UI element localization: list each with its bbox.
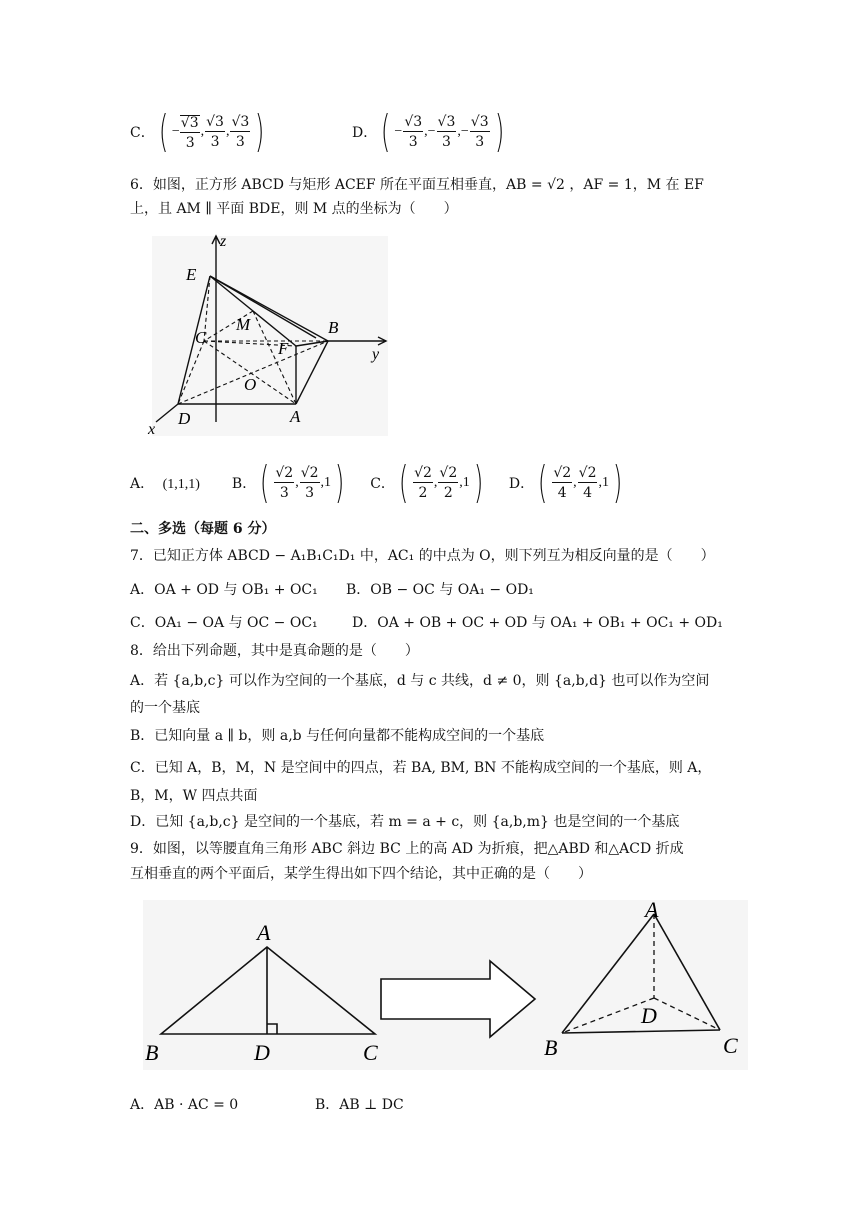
q6-option-d-letter: D．	[508, 476, 535, 492]
pyramid-label-D: D	[641, 1003, 657, 1028]
q6-stem-line2: 上，且 AM ∥ 平面 BDE，则 M 点的坐标为（ ）	[130, 201, 458, 217]
q5-d-sep-1: ,−	[424, 124, 436, 139]
q7-option-d: D．OA + OB + OC + OD 与 OA₁ + OB₁ + OC₁ + OD₁	[352, 615, 723, 631]
label-A: A	[290, 407, 301, 426]
q9-option-a: A．AB · AC = 0	[130, 1097, 239, 1113]
q7-stem: 7．已知正方体 ABCD − A₁B₁C₁D₁ 中，AC₁ 的中点为 O，则下列互为相反向量的是（ ）	[130, 548, 715, 564]
q6-option-a	[130, 473, 200, 493]
q6-figure	[138, 226, 398, 440]
flat-label-A: A	[257, 920, 271, 945]
q6-option-a-letter: A．	[130, 476, 155, 492]
q7-option-c: C．OA₁ − OA 与 OC − OC₁	[130, 615, 318, 631]
q5-c-sign: −	[171, 124, 180, 139]
q8-option-c-line1: C．已知 A，B，M，N 是空间中的四点，若 BA, BM, BN 不能构成空间的一个基底，则 A，	[130, 760, 712, 776]
q6-option-c-letter: C．	[370, 476, 395, 492]
q6-options	[130, 455, 626, 511]
q9-figure	[143, 895, 748, 1070]
q7-option-b: B．OB − OC 与 OA₁ − OD₁	[346, 582, 534, 598]
q6-option-b: B． ( $\frac{√2}{3}$ , $\frac{√2}{3}$ ,1 )	[231, 457, 345, 508]
pyramid-label-A: A	[645, 897, 659, 922]
label-B: B	[328, 318, 339, 337]
label-z: z	[220, 233, 227, 250]
q6-option-a-value: (1,1,1)	[162, 477, 200, 492]
q8-option-c-line2: B，M，W 四点共面	[130, 788, 258, 804]
flat-label-D: D	[254, 1040, 270, 1065]
pyramid-label-B: B	[544, 1035, 558, 1060]
q5-c-sep-2: ,	[225, 124, 230, 139]
label-y: y	[372, 346, 380, 363]
label-M: M	[236, 315, 251, 334]
section-title-multiple-choice: 二、多选（每题 6 分）	[130, 521, 276, 537]
q6-option-d: D． ( $\frac{√2}{4}$ , $\frac{√2}{4}$ ,1 )	[508, 457, 623, 508]
q5-option-d-paren-right: )	[494, 106, 504, 157]
flat-label-C: C	[363, 1040, 378, 1065]
q5-option-d-letter: D．	[352, 125, 378, 141]
q8-option-d: D．已知 {a,b,c} 是空间的一个基底，若 m = a + c，则 {a,b,m} 也是空间的一个基底	[130, 814, 680, 830]
q5-c-sep-1: ,	[200, 124, 205, 139]
q5-c-frac-3: $\frac{√3}{3}$	[231, 114, 250, 150]
q7-option-a: A．OA + OD 与 OB₁ + OC₁	[130, 582, 318, 598]
q8-option-b: B．已知向量 a ∥ b，则 a,b 与任何向量都不能构成空间的一个基底	[130, 728, 545, 744]
q5-option-c	[130, 104, 268, 160]
flat-label-B: B	[145, 1040, 159, 1065]
q6-stem-line1: 6．如图，正方形 ABCD 与矩形 ACEF 所在平面互相垂直，AB = √2 ，AF = 1，M 在 EF	[130, 177, 704, 193]
q6-c-frac-1: $\frac{√2}{2}$	[414, 465, 432, 501]
q6-b-frac-1: $\frac{√2}{3}$	[275, 465, 294, 501]
q8-option-a-line1: A．若 {a,b,c} 可以作为空间的一个基底，d 与 c 共线，d ≠ 0，则 {a,b,d} 也可以作为空间	[130, 673, 710, 689]
q6-b-last: ,1	[320, 475, 332, 490]
q5-option-c-paren-right: )	[255, 106, 265, 157]
q5-option-d-paren-left: (	[381, 106, 391, 157]
pyramid-label-C: C	[723, 1033, 738, 1058]
q6-option-b-letter: B．	[231, 476, 257, 492]
q9-stem-line2: 互相垂直的两个平面后，某学生得出如下四个结论，其中正确的是（ ）	[130, 866, 592, 882]
q6-b-frac-2: $\frac{√2}{3}$	[300, 465, 319, 501]
q5-c-frac-1: $\frac{√3}{3}$	[180, 114, 199, 151]
q5-option-c-letter: C．	[130, 125, 155, 141]
q8-stem: 8．给出下列命题，其中是真命题的是（ ）	[130, 643, 419, 659]
q5-option-d	[352, 104, 508, 160]
label-D: D	[178, 409, 191, 428]
q5-d-frac-3: $\frac{√3}{3}$	[470, 114, 489, 150]
q6-c-last: ,1	[459, 475, 470, 490]
q5-d-frac-1: $\frac{√3}{3}$	[404, 114, 423, 150]
q8-option-a-line2: 的一个基底	[130, 700, 200, 716]
label-C: C	[195, 328, 207, 347]
q5-c-frac-2: $\frac{√3}{3}$	[206, 114, 224, 150]
q6-d-frac-1: $\frac{√2}{4}$	[553, 465, 572, 501]
label-F: F	[278, 339, 289, 358]
q6-c-frac-2: $\frac{√2}{2}$	[439, 465, 458, 501]
q5-d-sign: −	[394, 124, 403, 139]
q6-d-frac-2: $\frac{√2}{4}$	[578, 465, 597, 501]
label-E: E	[186, 265, 197, 284]
q5-d-sep-2: ,−	[457, 124, 469, 139]
q6-d-last: ,1	[598, 475, 609, 490]
q6-option-c: C． ( $\frac{√2}{2}$ , $\frac{√2}{2}$ ,1 )	[370, 457, 484, 508]
q5-option-c-paren-left: (	[158, 106, 169, 157]
label-O: O	[244, 375, 257, 394]
q5-d-frac-2: $\frac{√3}{3}$	[437, 114, 456, 150]
label-x: x	[148, 421, 156, 438]
q9-stem-line1: 9．如图，以等腰直角三角形 ABC 斜边 BC 上的高 AD 为折痕，把△ABD 和△ACD 折成	[130, 841, 684, 857]
q9-option-b: B．AB ⊥ DC	[315, 1097, 404, 1113]
